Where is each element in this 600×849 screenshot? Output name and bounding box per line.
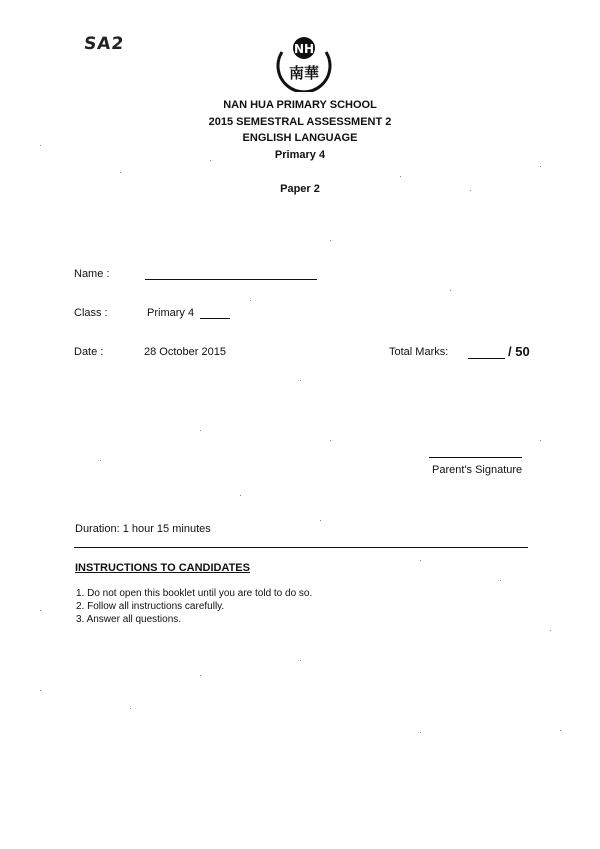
corner-mark: SA2 (82, 34, 126, 54)
instruction-item: 2. Follow all instructions carefully. (76, 601, 225, 612)
class-field[interactable] (200, 318, 230, 319)
svg-text:NH: NH (293, 42, 315, 56)
level-title: Primary 4 (274, 149, 326, 161)
total-marks-label: Total Marks: (389, 346, 449, 358)
name-label: Name : (74, 268, 110, 280)
parent-signature-label: Parent's Signature (432, 464, 523, 476)
date-label: Date : (74, 346, 104, 358)
instruction-item: 1. Do not open this booklet until you are told to do so. (76, 588, 313, 599)
parent-signature-field[interactable] (429, 457, 522, 458)
total-marks-out-of: / 50 (508, 344, 530, 359)
instructions-title: INSTRUCTIONS TO CANDIDATES (75, 562, 250, 574)
instruction-item: 3. Answer all questions. (76, 614, 182, 625)
class-value: Primary 4 (147, 307, 195, 319)
paper-title: Paper 2 (280, 183, 320, 195)
svg-text:南華: 南華 (288, 64, 320, 82)
assessment-title: 2015 SEMESTRAL ASSESSMENT 2 (208, 116, 392, 128)
school-name: NAN HUA PRIMARY SCHOOL (223, 99, 377, 111)
total-marks-field[interactable] (468, 358, 505, 359)
date-value: 28 October 2015 (144, 346, 226, 358)
class-label: Class : (74, 307, 108, 319)
school-crest-icon (274, 34, 334, 92)
divider (74, 547, 528, 548)
subject-title: ENGLISH LANGUAGE (242, 132, 358, 144)
name-field[interactable] (145, 279, 317, 280)
duration-text: Duration: 1 hour 15 minutes (75, 523, 211, 535)
